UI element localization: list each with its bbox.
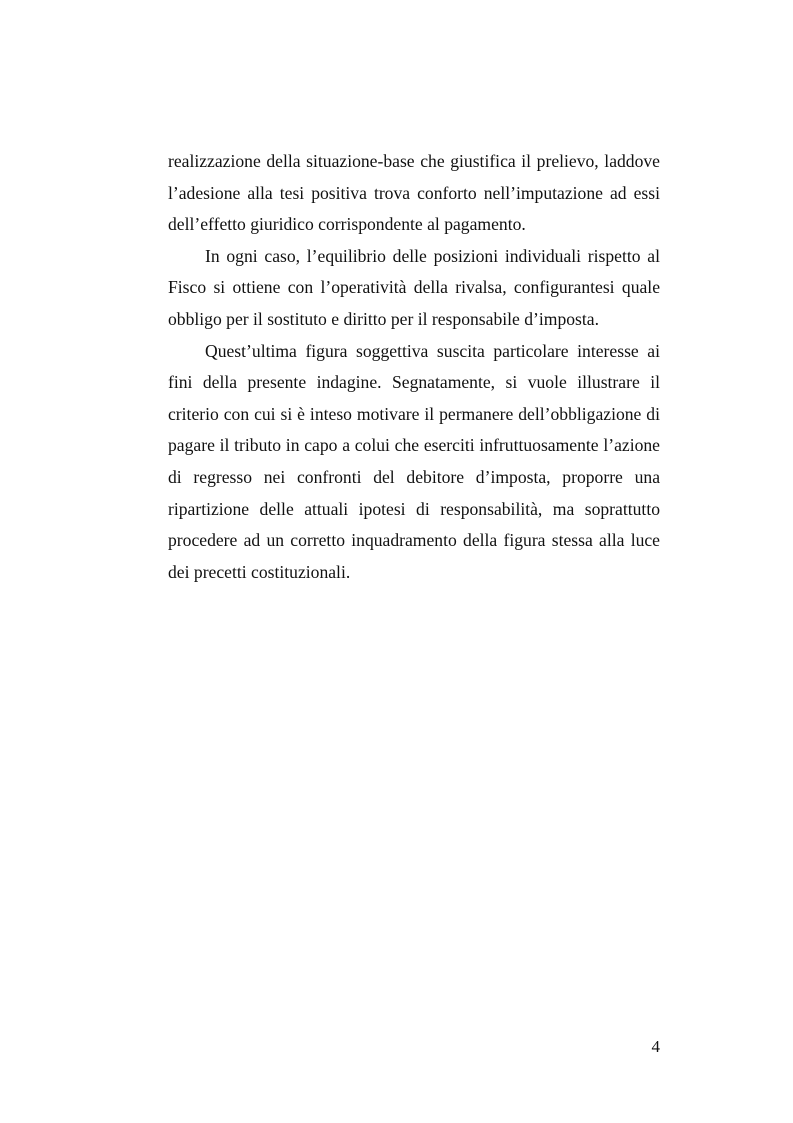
- page-number: 4: [651, 1037, 660, 1056]
- paragraph-fisco: In ogni caso, l’equilibrio delle posizioni individuali rispetto al Fisco si ottiene con l’operatività della rivalsa, configurantesi quale obbligo per il sostituto e diritto per il responsabile d’imposta.: [168, 245, 660, 329]
- paragraph-figura-soggettiva: Quest’ultima figura soggettiva suscita particolare interesse ai fini della presente indagine. Segnatamente, si vuole illustrare il criterio con cui si è inteso motivare il permanere dell’obbligazione di pagare il tributo in capo a colui che eserciti infruttuosamente l’azione di regresso nei confronti del debitore d’imposta, proporre una ripartizione delle attuali ipotesi di responsabilità, ma soprattutto procedere ad un corretto inquadramento della figura stessa alla luce dei precetti costituzionali.: [168, 340, 660, 582]
- paragraph-continuation: realizzazione della situazione-base che giustifica il prelievo, laddove l’adesione alla tesi positiva trova conforto nell’imputazione ad essi dell’effetto giuridico corrispondente al pagamento.: [168, 151, 660, 235]
- body-text: [168, 146, 660, 588]
